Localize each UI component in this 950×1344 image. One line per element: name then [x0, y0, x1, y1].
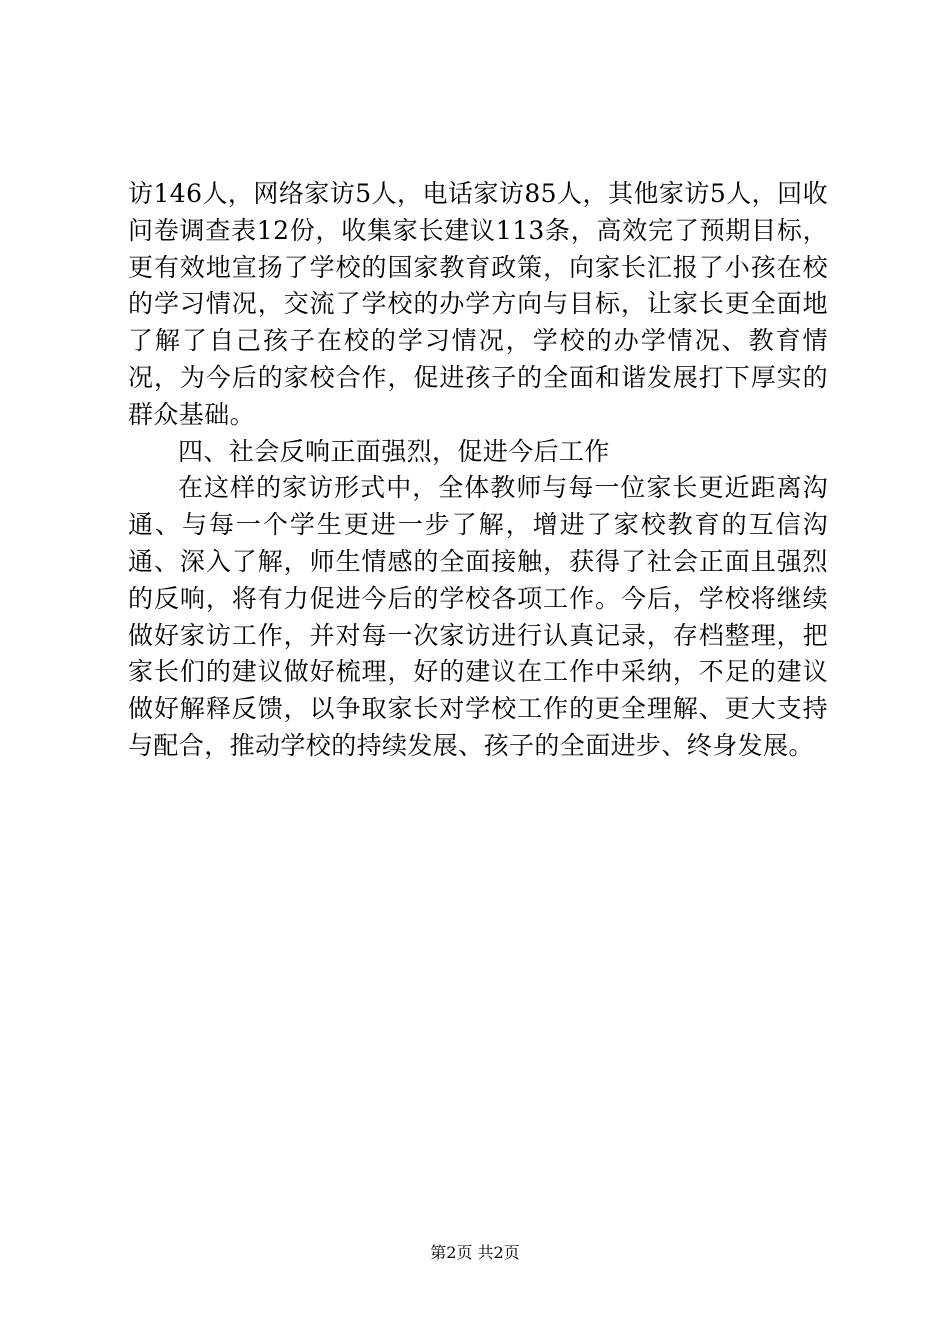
- document-body: [128, 176, 828, 765]
- paragraph-future-work: 在这样的家访形式中，全体教师与每一位家长更近距离沟通、与每一个学生更进一步了解，增进了家校教育的互信沟通、深入了解，师生情感的全面接触，获得了社会正面且强烈的反响，将有力促进今后的学校各项工作。今后，学校将继续做好家访工作，并对每一次家访进行认真记录，存档整理，把家长们的建议做好梳理，好的建议在工作中采纳，不足的建议做好解释反馈，以争取家长对学校工作的更全理解、更大支持与配合，推动学校的持续发展、孩子的全面进步、终身发展。: [128, 473, 828, 760]
- page-number-footer: 第2页 共2页: [430, 1243, 520, 1262]
- section-heading-social-response: 四、社会反响正面强烈，促进今后工作: [178, 436, 610, 466]
- paragraph-visit-statistics: 访146人，网络家访5人，电话家访85人，其他家访5人，回收问卷调查表12份，收集家长建议113条，高效完了预期目标，更有效地宣扬了学校的国家教育政策，向家长汇报了小孩在校的学习情况，交流了学校的办学方向与目标，让家长更全面地了解了自己孩子在校的学习情况，学校的办学情况、教育情况，为今后的家校合作，促进孩子的全面和谐发展打下厚实的群众基础。: [128, 179, 828, 429]
